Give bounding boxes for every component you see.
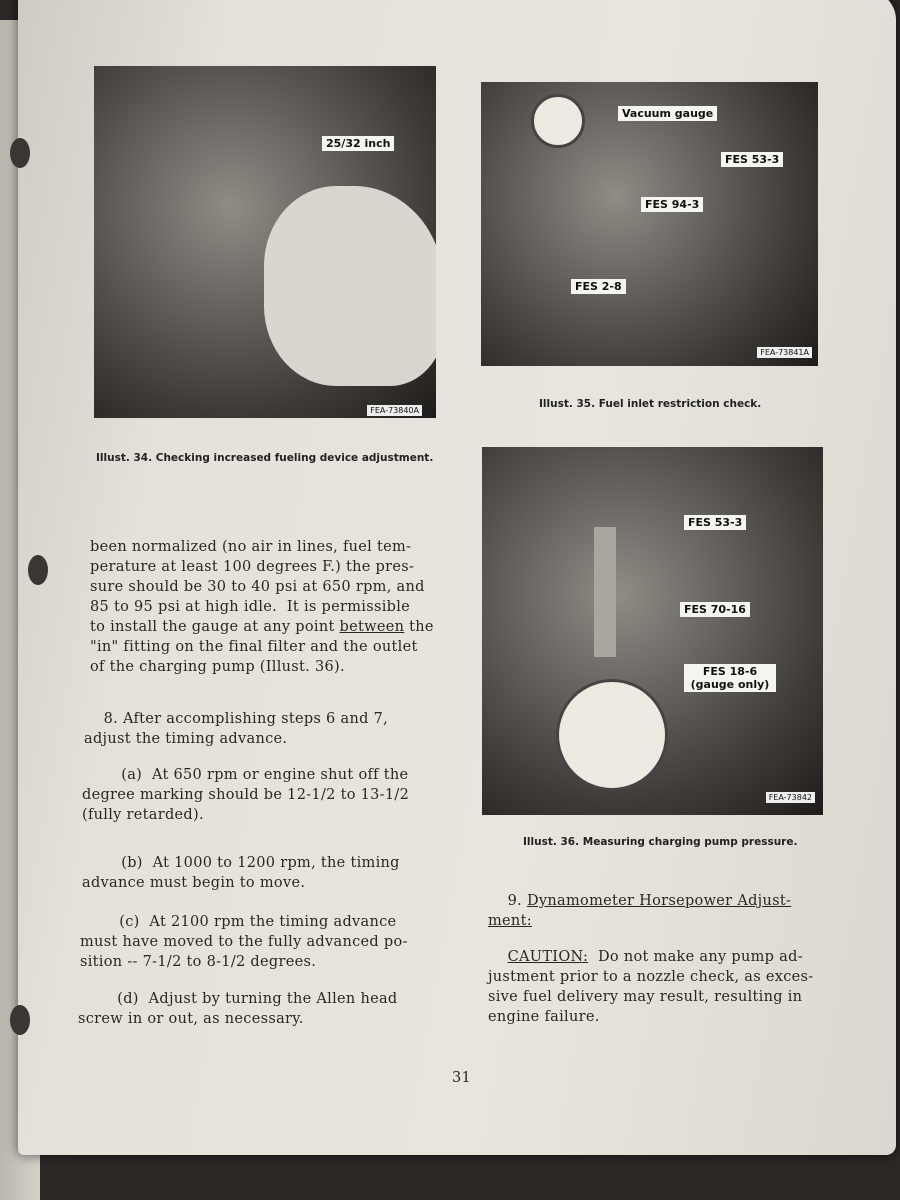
text-line: sure should be 30 to 40 psi at 650 rpm, and bbox=[90, 579, 425, 595]
text-line: been normalized (no air in lines, fuel tem- bbox=[90, 539, 412, 555]
paragraph-pressure bbox=[90, 537, 434, 677]
text-line: justment prior to a nozzle check, as exces- bbox=[488, 969, 814, 985]
pressure-gauge bbox=[556, 679, 668, 791]
text-line: perature at least 100 degrees F.) the pres- bbox=[90, 559, 415, 575]
step-8 bbox=[84, 709, 388, 749]
illustration-35-photo bbox=[481, 82, 818, 366]
label-fes-70-16: FES 70-16 bbox=[680, 602, 750, 617]
figure-code: FEA-73842 bbox=[766, 792, 815, 803]
step-8a bbox=[82, 765, 409, 825]
binder-hole bbox=[10, 138, 30, 168]
text-span: to install the gauge at any point bbox=[90, 619, 340, 635]
label-vacuum-gauge: Vacuum gauge bbox=[618, 106, 717, 121]
text-line: (d) Adjust by turning the Allen head bbox=[78, 991, 398, 1007]
text-line: sition -- 7-1/2 to 8-1/2 degrees. bbox=[80, 954, 317, 970]
label-25-32-inch: 25/32 inch bbox=[322, 136, 394, 151]
text-line: degree marking should be 12-1/2 to 13-1/2 bbox=[82, 787, 410, 803]
text-line bbox=[488, 891, 791, 911]
text-line: screw in or out, as necessary. bbox=[78, 1011, 304, 1027]
step-8d bbox=[78, 989, 398, 1029]
label-fes-94-3: FES 94-3 bbox=[641, 197, 703, 212]
text-line bbox=[90, 617, 434, 637]
label-fes-2-8: FES 2-8 bbox=[571, 279, 626, 294]
text-line bbox=[488, 947, 814, 967]
label-fes-53-3: FES 53-3 bbox=[684, 515, 746, 530]
heading-text: Dynamometer Horsepower Adjust- bbox=[526, 893, 792, 909]
step-8b bbox=[82, 853, 400, 893]
figure-code: FEA-73841A bbox=[757, 347, 812, 358]
text-line: (b) At 1000 to 1200 rpm, the timing bbox=[82, 855, 400, 871]
text-line: engine failure. bbox=[488, 1009, 600, 1025]
caution-paragraph bbox=[488, 947, 814, 1027]
caption-illust-36: Illust. 36. Measuring charging pump pressure. bbox=[523, 836, 798, 848]
step-number: 9. bbox=[488, 893, 527, 909]
text-line: "in" fitting on the final filter and the outlet bbox=[90, 639, 418, 655]
text-line: advance must begin to move. bbox=[82, 875, 306, 891]
text-line: 8. After accomplishing steps 6 and 7, bbox=[84, 711, 389, 727]
step-8c bbox=[80, 912, 408, 972]
text-line: of the charging pump (Illust. 36). bbox=[90, 659, 345, 675]
text-span: Do not make any pump ad- bbox=[588, 949, 803, 965]
text-line: (a) At 650 rpm or engine shut off the bbox=[82, 767, 409, 783]
caution-label: CAUTION: bbox=[507, 949, 589, 965]
illustration-34-photo bbox=[94, 66, 436, 418]
fitting bbox=[594, 527, 616, 657]
step-9-heading bbox=[488, 891, 791, 931]
label-fes-18-6: FES 18-6 (gauge only) bbox=[684, 664, 776, 692]
heading-text: ment: bbox=[488, 913, 532, 929]
caption-illust-34: Illust. 34. Checking increased fueling device adjustment. bbox=[96, 452, 434, 464]
vacuum-gauge bbox=[531, 94, 585, 148]
figure-code: FEA-73840A bbox=[367, 405, 422, 416]
text-line: sive fuel delivery may result, resulting in bbox=[488, 989, 803, 1005]
page-number: 31 bbox=[452, 1070, 472, 1086]
label-fes-53-3: FES 53-3 bbox=[721, 152, 783, 167]
text-span: the bbox=[404, 619, 434, 635]
text-line: must have moved to the fully advanced po- bbox=[80, 934, 408, 950]
underlined-word: between bbox=[339, 619, 405, 635]
binder-hole bbox=[28, 555, 48, 585]
text-line: adjust the timing advance. bbox=[84, 731, 288, 747]
hand bbox=[264, 186, 436, 386]
text-line: (fully retarded). bbox=[82, 807, 204, 823]
illustration-36-photo bbox=[482, 447, 823, 815]
caption-illust-35: Illust. 35. Fuel inlet restriction check. bbox=[539, 398, 762, 410]
binder-hole bbox=[10, 1005, 30, 1035]
text-line: (c) At 2100 rpm the timing advance bbox=[80, 914, 397, 930]
text-line: 85 to 95 psi at high idle. It is permissible bbox=[90, 599, 411, 615]
